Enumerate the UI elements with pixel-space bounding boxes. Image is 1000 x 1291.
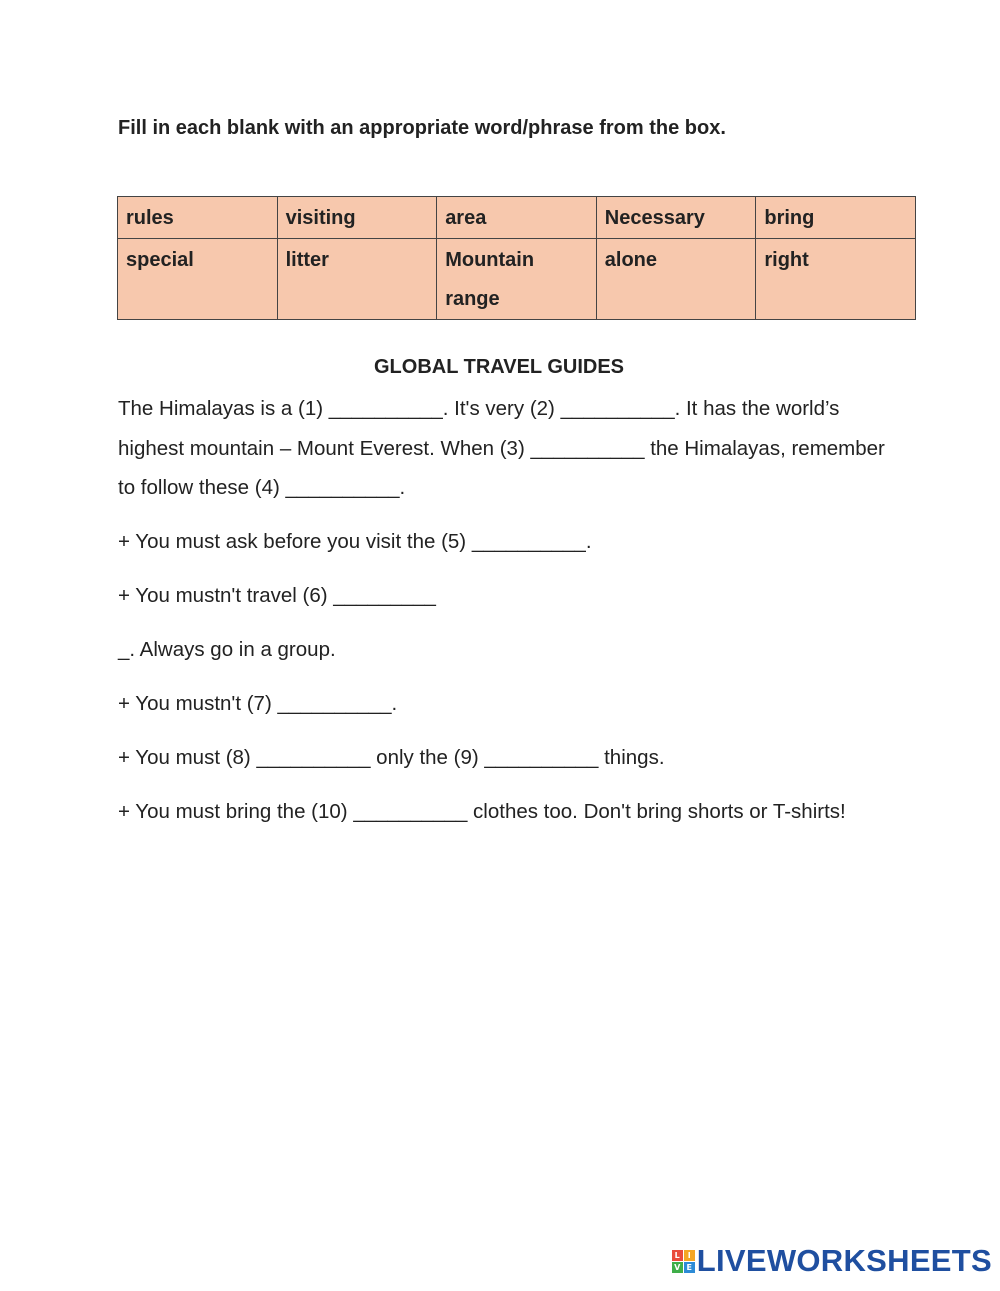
logo-mark-letter: I [684, 1250, 695, 1261]
word-box-cell: visiting [277, 197, 437, 239]
word-box-cell: litter [277, 239, 437, 320]
rule-line-6-continued: _. Always go in a group. [118, 638, 336, 661]
liveworksheets-logo [672, 1243, 992, 1279]
logo-text: LIVEWORKSHEETS [696, 1243, 992, 1278]
rule-line-6: + You mustn't travel (6) _________ [118, 584, 436, 607]
logo-mark-letter: E [684, 1262, 695, 1273]
rule-line-5: + You must ask before you visit the (5) __________. [118, 530, 592, 553]
rule-line-7: + You mustn't (7) __________. [118, 692, 398, 715]
word-box-row [118, 197, 916, 239]
word-box-cell: Necessary [596, 197, 756, 239]
word-box-row [118, 239, 916, 320]
word-box-cell: right [756, 239, 916, 320]
instruction-text: Fill in each blank with an appropriate word/phrase from the box. [118, 117, 726, 139]
passage-heading: GLOBAL TRAVEL GUIDES [373, 356, 625, 378]
logo-mark-letter: L [672, 1250, 683, 1261]
word-box-cell: alone [596, 239, 756, 320]
word-box-cell: special [118, 239, 278, 320]
logo-mark-icon [672, 1250, 695, 1273]
word-box-cell: Mountain range [437, 239, 597, 320]
logo-mark-letter: V [672, 1262, 683, 1273]
rule-line-8-9: + You must (8) __________ only the (9) __________ things. [118, 746, 665, 769]
passage-intro: The Himalayas is a (1) __________. It's very (2) __________. It has the world’s highest mountain – Mount Everest. When (3) __________ the Himalayas, remember to follow these (4) __________. [118, 397, 885, 499]
word-box-cell: rules [118, 197, 278, 239]
rule-line-10: + You must bring the (10) __________ clothes too. Don't bring shorts or T-shirts! [118, 800, 846, 823]
word-box-table [117, 196, 916, 320]
word-box-cell: area [437, 197, 597, 239]
word-box-cell: bring [756, 197, 916, 239]
